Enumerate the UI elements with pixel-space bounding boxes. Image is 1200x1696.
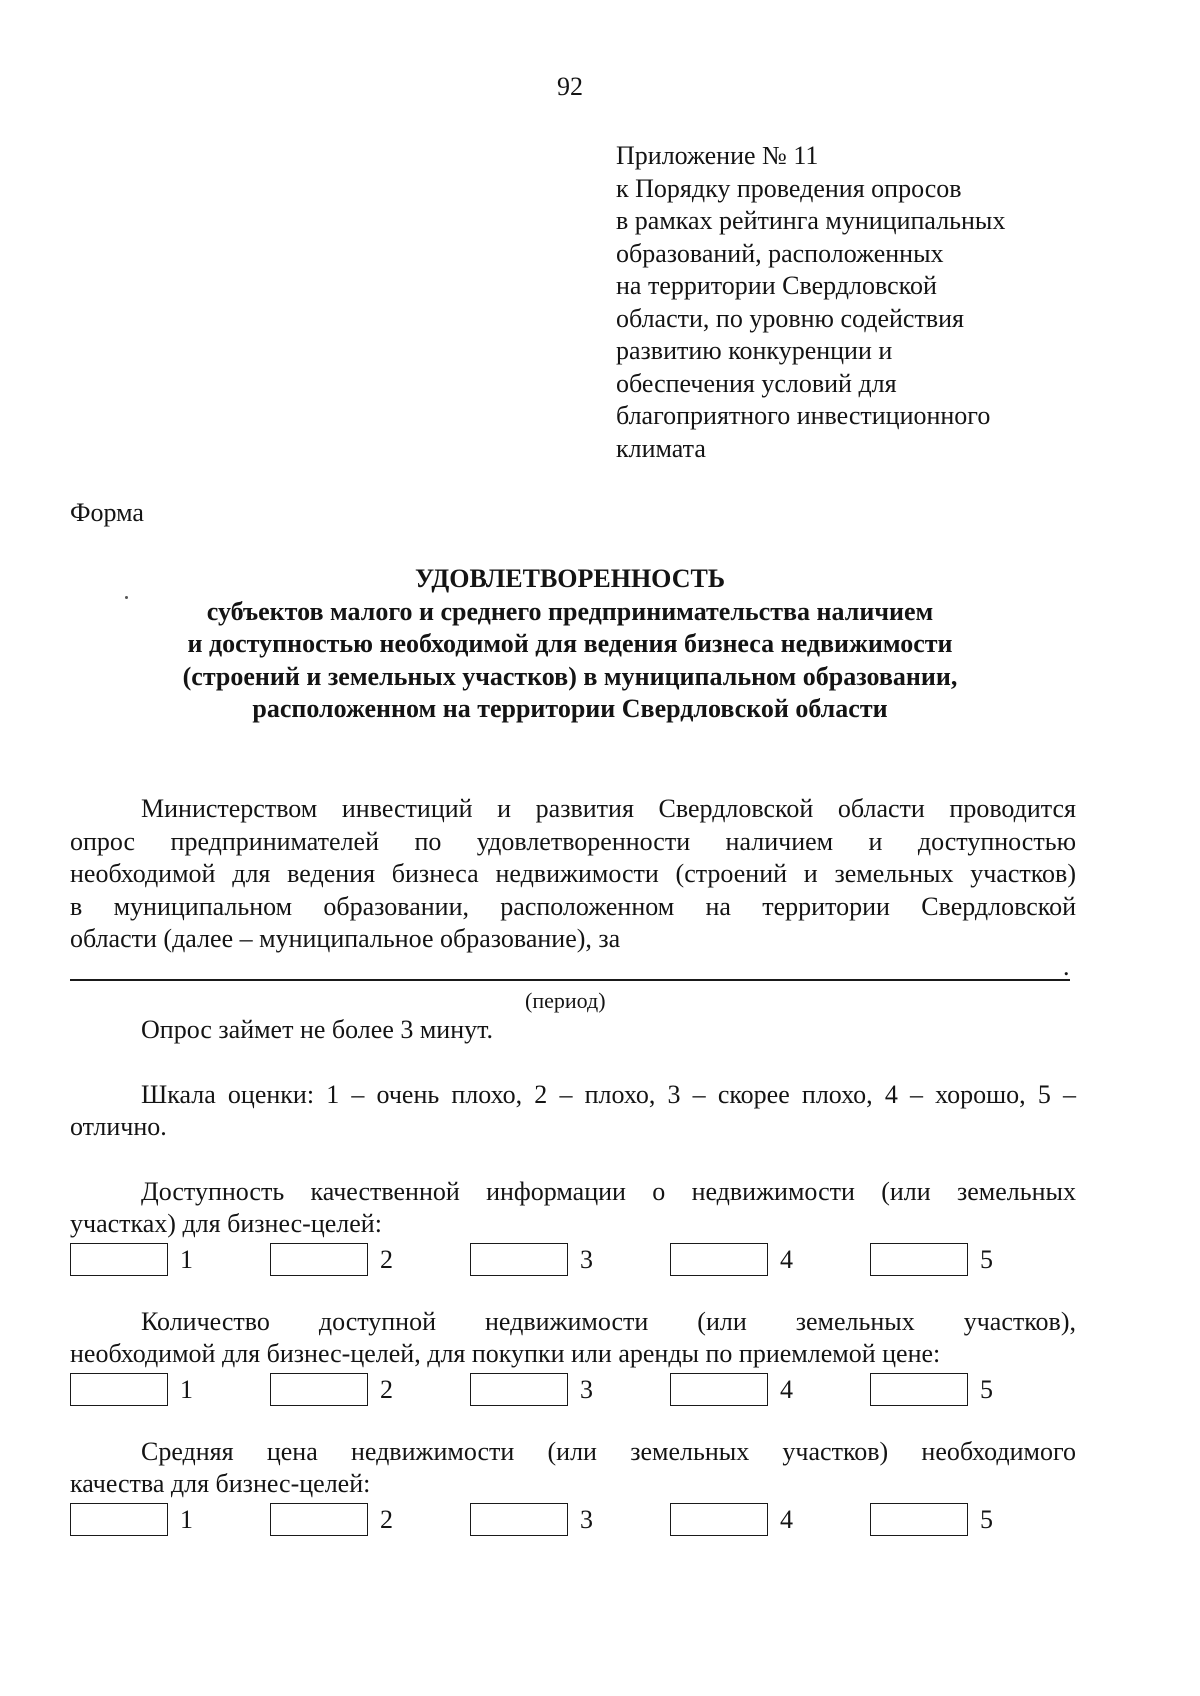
checkbox-box[interactable] <box>270 1373 368 1406</box>
appendix-line: благоприятного инвестиционного <box>616 401 991 430</box>
appendix-line: области, по уровню содействия <box>616 303 964 333</box>
rating-number: 1 <box>180 1375 193 1404</box>
rating-number: 3 <box>580 1375 593 1404</box>
checkbox-box[interactable] <box>270 1503 368 1536</box>
period-input-line[interactable] <box>70 979 1070 981</box>
title-line: расположенном на территории Свердловской области <box>252 694 888 723</box>
document-title <box>0 563 1140 726</box>
checkbox-box[interactable] <box>70 1373 168 1406</box>
rating-number: 2 <box>380 1505 393 1534</box>
rating-option-1[interactable] <box>70 1243 193 1278</box>
rating-option-3[interactable] <box>470 1373 593 1408</box>
rating-option-1[interactable] <box>70 1373 193 1408</box>
appendix-line: на территории Свердловской <box>616 271 937 300</box>
checkbox-box[interactable] <box>870 1373 968 1406</box>
rating-number: 4 <box>780 1375 793 1404</box>
rating-option-5[interactable] <box>870 1243 993 1278</box>
title-line: субъектов малого и среднего предпринимательства наличием <box>206 596 934 626</box>
rating-number: 3 <box>580 1505 593 1534</box>
question-1-options <box>70 1243 1080 1279</box>
checkbox-box[interactable] <box>670 1243 768 1276</box>
title-line: (строений и земельных участков) в муниципальном образовании, <box>182 661 958 691</box>
intro-line: опрос предпринимателей по удовлетворенности наличием и доступностью <box>70 826 1076 856</box>
page-number: 92 <box>557 72 583 101</box>
rating-number: 2 <box>380 1375 393 1404</box>
rating-option-5[interactable] <box>870 1503 993 1538</box>
appendix-line: к Порядку проведения опросов <box>616 173 962 203</box>
intro-line: в муниципальном образовании, расположенном на территории Свердловской <box>70 891 1076 921</box>
checkbox-box[interactable] <box>70 1503 168 1536</box>
checkbox-box[interactable] <box>870 1243 968 1276</box>
rating-number: 4 <box>780 1245 793 1274</box>
intro-line: необходимой для ведения бизнеса недвижимости (строений и земельных участков) <box>70 859 1076 888</box>
appendix-line: в рамках рейтинга муниципальных <box>616 206 1006 235</box>
rating-number: 1 <box>180 1245 193 1274</box>
period-caption: (период) <box>525 988 606 1013</box>
appendix-line: Приложение № 11 <box>616 141 819 170</box>
rating-number: 5 <box>980 1375 993 1404</box>
question-3-text: качества для бизнес-целей: <box>70 1469 371 1498</box>
appendix-line: обеспечения условий для <box>616 368 897 398</box>
rating-option-5[interactable] <box>870 1373 993 1408</box>
question-1-text: Доступность качественной информации о недвижимости (или земельных <box>141 1177 1076 1206</box>
rating-option-4[interactable] <box>670 1503 793 1538</box>
intro-line: области (далее – муниципальное образование), за <box>70 924 621 953</box>
rating-number: 5 <box>980 1505 993 1534</box>
rating-option-2[interactable] <box>270 1503 393 1538</box>
form-label: Форма <box>70 498 144 527</box>
question-1-text: участках) для бизнес-целей: <box>70 1209 382 1238</box>
rating-number: 3 <box>580 1245 593 1274</box>
rating-option-4[interactable] <box>670 1373 793 1408</box>
scale-line: Шкала оценки: 1 – очень плохо, 2 – плохо, 3 – скорее плохо, 4 – хорошо, 5 – <box>141 1080 1076 1109</box>
title-line: и доступностью необходимой для ведения бизнеса недвижимости <box>187 629 953 658</box>
checkbox-box[interactable] <box>270 1243 368 1276</box>
appendix-line: климата <box>616 433 706 463</box>
rating-option-1[interactable] <box>70 1503 193 1538</box>
period-line-end: . <box>1063 952 1070 981</box>
appendix-line: развитию конкуренции и <box>616 336 893 365</box>
checkbox-box[interactable] <box>470 1503 568 1536</box>
rating-option-2[interactable] <box>270 1373 393 1408</box>
duration-text: Опрос займет не более 3 минут. <box>141 1015 494 1044</box>
scale-line: отлично. <box>70 1112 167 1141</box>
rating-number: 4 <box>780 1505 793 1534</box>
rating-option-2[interactable] <box>270 1243 393 1278</box>
checkbox-box[interactable] <box>470 1373 568 1406</box>
question-2-options <box>70 1373 1080 1409</box>
question-3-options <box>70 1503 1080 1539</box>
checkbox-box[interactable] <box>70 1243 168 1276</box>
checkbox-box[interactable] <box>670 1373 768 1406</box>
checkbox-box[interactable] <box>470 1243 568 1276</box>
intro-line: Министерством инвестиций и развития Свердловской области проводится <box>141 794 1076 823</box>
title-heading: УДОВЛЕТВОРЕННОСТЬ <box>414 564 726 593</box>
rating-number: 5 <box>980 1245 993 1274</box>
rating-option-4[interactable] <box>670 1243 793 1278</box>
rating-number: 2 <box>380 1245 393 1274</box>
checkbox-box[interactable] <box>870 1503 968 1536</box>
appendix-line: образований, расположенных <box>616 238 944 268</box>
rating-number: 1 <box>180 1505 193 1534</box>
rating-option-3[interactable] <box>470 1243 593 1278</box>
rating-option-3[interactable] <box>470 1503 593 1538</box>
question-3-text: Средняя цена недвижимости (или земельных участков) необходимого <box>141 1437 1076 1466</box>
question-2-text: Количество доступной недвижимости (или земельных участков), <box>141 1307 1076 1336</box>
appendix-block <box>616 140 1116 465</box>
question-2-text: необходимой для бизнес-целей, для покупки или аренды по приемлемой цене: <box>70 1339 941 1368</box>
checkbox-box[interactable] <box>670 1503 768 1536</box>
intro-paragraph <box>70 793 1076 956</box>
